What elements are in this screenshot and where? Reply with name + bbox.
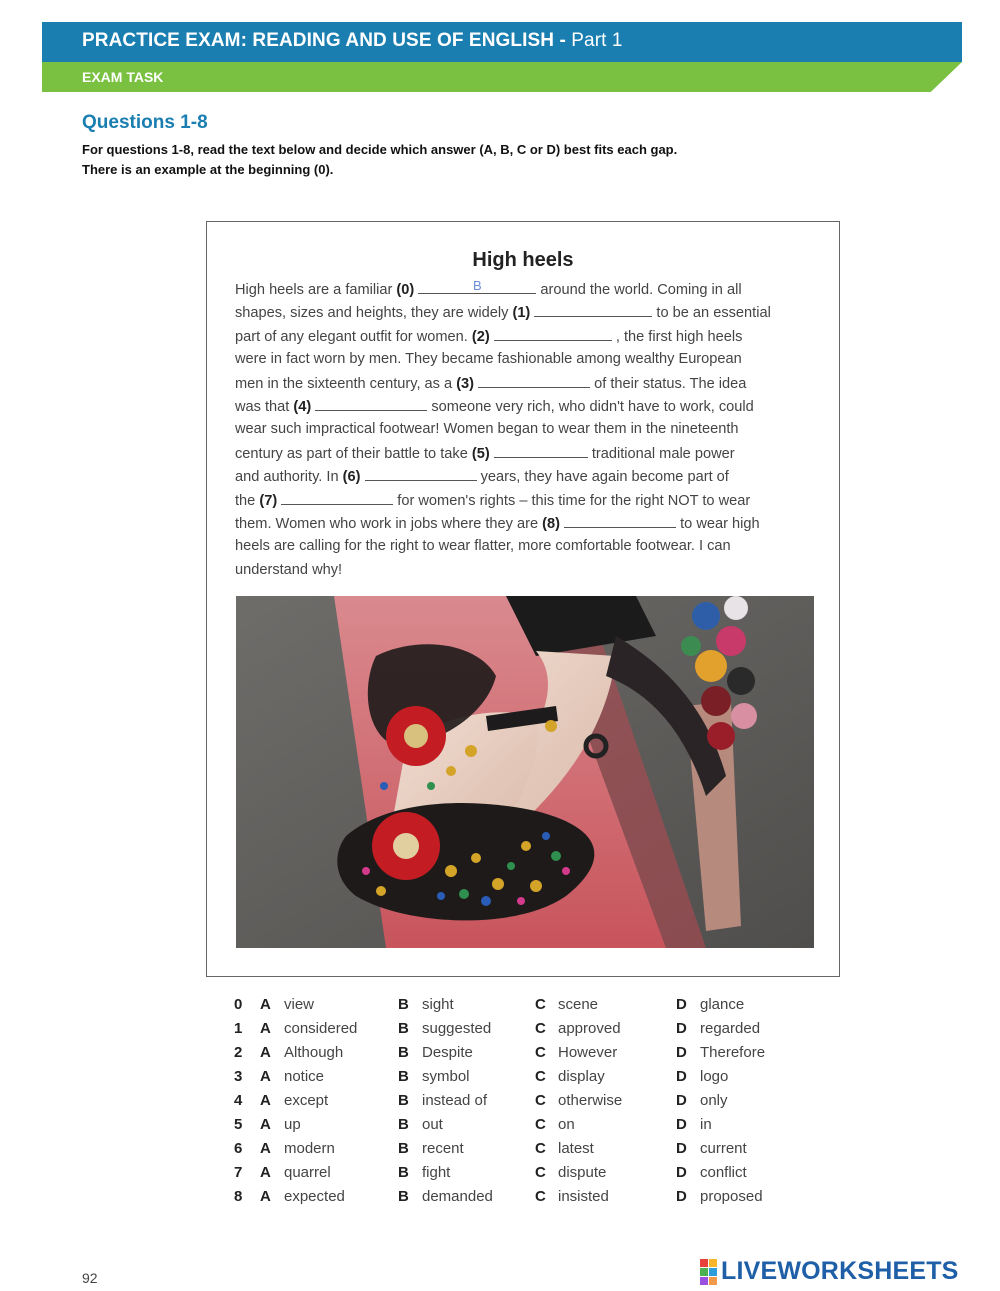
option-row-0: 0 A view B sight C scene D glance [234, 996, 745, 1013]
answer-options [234, 996, 794, 1212]
logo-square [700, 1268, 708, 1276]
logo-icon [700, 1259, 717, 1285]
option-6-a[interactable]: modern [284, 1140, 335, 1157]
logo-square [709, 1277, 717, 1285]
gap-6-input[interactable] [365, 465, 477, 481]
questions-heading: Questions 1-8 [82, 112, 208, 133]
option-0-c[interactable]: scene [558, 996, 599, 1013]
gap-7-input[interactable] [281, 489, 393, 505]
option-2-d[interactable]: Therefore [700, 1044, 766, 1061]
article-title: High heels [472, 249, 574, 271]
option-8-a[interactable]: expected [284, 1188, 345, 1205]
option-6-d[interactable]: current [700, 1140, 747, 1157]
gap-0-answer: B [418, 278, 536, 294]
option-5-a[interactable]: up [284, 1116, 301, 1133]
page-number: 92 [82, 1270, 98, 1286]
logo-square [709, 1268, 717, 1276]
logo-square [709, 1259, 717, 1267]
option-7-a[interactable]: quarrel [284, 1164, 331, 1181]
option-5-d[interactable]: in [700, 1116, 712, 1133]
option-2-c[interactable]: However [558, 1044, 618, 1061]
option-row-8: 8 A expected B demanded C insisted D proposed [234, 1188, 763, 1205]
gap-3-input[interactable] [478, 372, 590, 388]
liveworksheets-logo [700, 1257, 959, 1286]
article-box [206, 221, 840, 977]
gap-1-input[interactable] [534, 301, 652, 317]
option-3-d[interactable]: logo [700, 1068, 729, 1085]
option-7-c[interactable]: dispute [558, 1164, 607, 1181]
option-row-7: 7 A quarrel B fight C dispute D conflict [234, 1164, 747, 1181]
option-1-d[interactable]: regarded [700, 1020, 761, 1037]
option-5-b[interactable]: out [422, 1116, 443, 1133]
option-0-d[interactable]: glance [700, 996, 745, 1013]
exam-task-label: EXAM TASK [82, 69, 164, 85]
option-0-b[interactable]: sight [422, 996, 454, 1013]
gap-8-input[interactable] [564, 512, 676, 528]
option-1-b[interactable]: suggested [422, 1020, 492, 1037]
option-row-1: 1 A considered B suggested C approved D regarded [234, 1020, 761, 1037]
option-3-b[interactable]: symbol [422, 1068, 470, 1085]
option-4-c[interactable]: otherwise [558, 1092, 623, 1109]
high-heel-photo [236, 596, 814, 948]
subheader-bar [42, 62, 962, 92]
gap-2-input[interactable] [494, 325, 612, 341]
shoe-illustration [236, 596, 814, 948]
option-1-a[interactable]: considered [284, 1020, 358, 1037]
option-4-b[interactable]: instead of [422, 1092, 488, 1109]
option-2-a[interactable]: Although [284, 1044, 344, 1061]
option-6-c[interactable]: latest [558, 1140, 594, 1157]
option-2-b[interactable]: Despite [422, 1044, 473, 1061]
logo-text: LIVEWORKSHEETS [721, 1257, 959, 1285]
option-row-6: 6 A modern B recent C latest D current [234, 1140, 747, 1157]
option-7-d[interactable]: conflict [700, 1164, 747, 1181]
gap-4-input[interactable] [315, 395, 427, 411]
page-title: PRACTICE EXAM: READING AND USE OF ENGLISH - Part 1 [82, 30, 623, 51]
article-text: High heels are a familiar (0) B around the world. Coming in all shapes, sizes and heights, they are widely (1) to be an essential part of any elegant outfit for women. (2) , the first high heels were in fact worn by men. They became fashionable among wealthy European men in the sixteenth century, as a (3) of their status. The idea was that (4) someone very rich, who didn't have to work, could wear such impractical footwear! Women began to wear them in the nineteenth century as part of their battle to take (5) traditional male power and authority. In (6) years, they have again become part of the (7) for women's rights – this time for the right NOT to wear them. Women who work in jobs where they are (8) to wear high heels are calling for the right to wear flatter, more comfortable footwear. I can understand why! [235, 278, 771, 578]
option-8-c[interactable]: insisted [558, 1188, 609, 1205]
option-row-5: 5 A up B out C on D in [234, 1116, 712, 1133]
option-3-a[interactable]: notice [284, 1068, 325, 1085]
logo-square [700, 1277, 708, 1285]
option-row-3: 3 A notice B symbol C display D logo [234, 1068, 729, 1085]
option-row-2: 2 A Although B Despite C However D Therefore [234, 1044, 766, 1061]
option-4-a[interactable]: except [284, 1092, 329, 1109]
gap-5-input[interactable] [494, 442, 588, 458]
option-6-b[interactable]: recent [422, 1140, 464, 1157]
logo-square [700, 1259, 708, 1267]
option-row-4: 4 A except B instead of C otherwise D only [234, 1092, 728, 1109]
option-3-c[interactable]: display [558, 1068, 605, 1085]
option-7-b[interactable]: fight [422, 1164, 451, 1181]
option-5-c[interactable]: on [558, 1116, 575, 1133]
option-8-d[interactable]: proposed [700, 1188, 763, 1205]
instruction-line-1: For questions 1-8, read the text below and decide which answer (A, B, C or D) best fits each gap. [82, 142, 678, 157]
instruction-line-2: There is an example at the beginning (0). [82, 162, 334, 177]
option-1-c[interactable]: approved [558, 1020, 621, 1037]
option-0-a[interactable]: view [284, 996, 315, 1013]
option-4-d[interactable]: only [700, 1092, 728, 1109]
option-8-b[interactable]: demanded [422, 1188, 493, 1205]
